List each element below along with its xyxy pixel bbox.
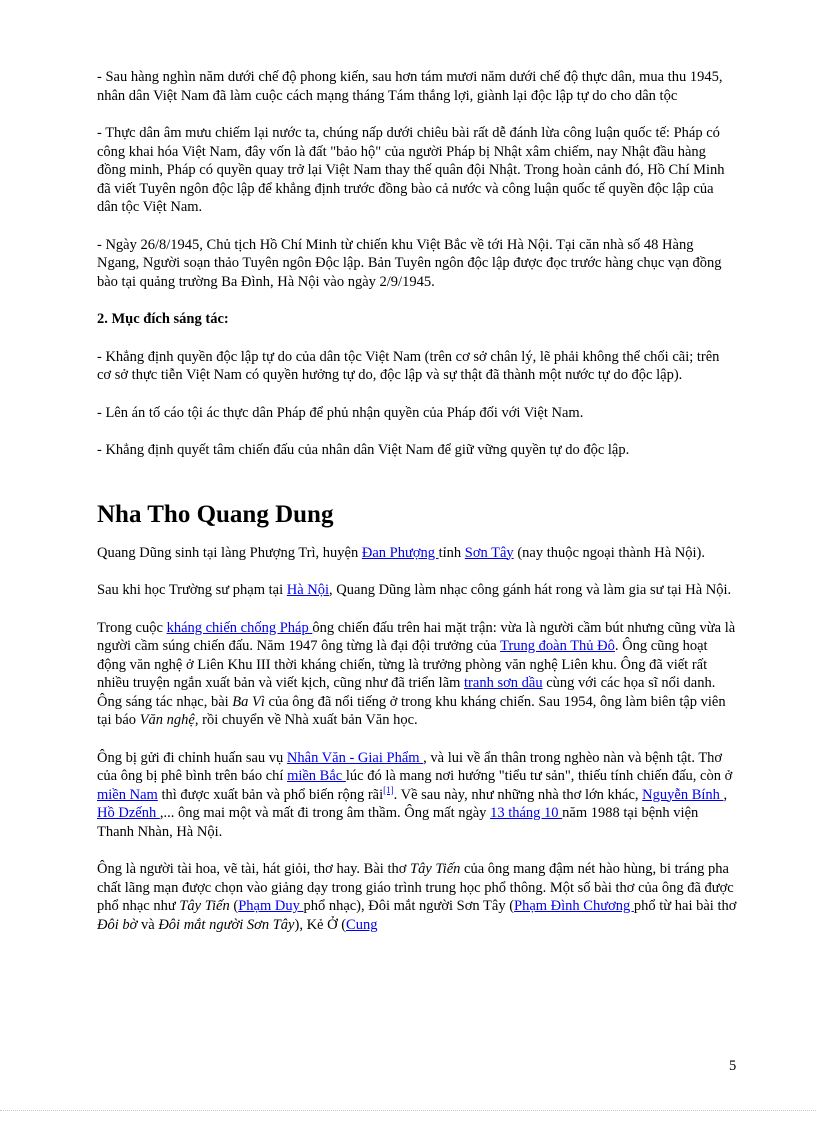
text: Ông là người tài hoa, vẽ tài, hát giỏi, thơ hay. Bài thơ xyxy=(97,861,411,877)
paragraph xyxy=(97,860,737,934)
link-nhan-van-giai-pham[interactable]: Nhân Văn - Giai Phẩm xyxy=(286,749,424,766)
link-ho-dzenh[interactable]: Hồ Dzếnh xyxy=(97,805,160,821)
text: , Quang Dũng làm nhạc công gánh hát rong và làm gia sư tại Hà Nội. xyxy=(329,582,732,598)
page-number: 5 xyxy=(729,1058,737,1074)
link-cung[interactable]: Cung xyxy=(346,916,378,933)
paragraph xyxy=(97,619,737,730)
section-heading: 2. Mục đích sáng tác: xyxy=(97,311,229,327)
paragraph: - Lên án tố cáo tội ác thực dân Pháp để phủ nhận quyền của Pháp đối với Việt Nam. xyxy=(97,404,584,421)
paragraph xyxy=(97,749,737,842)
paragraph: - Thực dân âm mưu chiếm lại nước ta, chúng nấp dưới chiêu bài rất dễ đánh lừa công luận quốc tế: Pháp có công khai hóa Việt Nam, đây vốn là đất "bảo hộ" của người Pháp bị Nhật xâm chiếm, nay Nhật đầu hàng đồng minh, Pháp có quyền quay trở lại Việt Nam thay thế quân đội Nhật. Trong hoàn cảnh đó, Hồ Chí Minh đã viết Tuyên ngôn độc lập để khẳng định trước đồng bào cả nước và công luận quốc tế quyền độc lập của dân tộc Việt Nam. xyxy=(97,125,725,215)
text: ), Kẻ Ở ( xyxy=(294,916,347,933)
paragraph xyxy=(97,544,737,563)
link-khang-chien-chong-phap[interactable]: kháng chiến chống Pháp xyxy=(166,619,313,636)
link-13-thang-10[interactable]: 13 tháng 10 xyxy=(490,805,563,821)
text: ,... ông mai một và mất đi trong âm thầm. Ông mất ngày xyxy=(159,805,491,821)
text: Sau khi học Trường sư phạm tại xyxy=(97,582,287,598)
page-bottom-divider xyxy=(0,1110,816,1111)
text: Ông bị gửi đi chỉnh huấn sau vụ xyxy=(97,749,287,766)
italic-text: Văn nghệ xyxy=(139,712,195,728)
italic-text: Đôi bờ xyxy=(97,916,138,933)
text: của ông đã nổi tiếng ở trong khu kháng chiến. Sau 1954, ông làm biên tập viên tại báo xyxy=(97,693,726,728)
text: . Ông cũng hoạt động văn nghệ ở Liên Khu III thời kháng chiến, từng là trưởng phòng văn nghệ Liên khu. Ông đã viết rất nhiều truyện ngắn xuất bản và viết kịch, cũng như đã triển lãm xyxy=(97,638,708,691)
text: phổ từ hai bài thơ xyxy=(633,898,737,914)
text: , rồi chuyển về Nhà xuất bản Văn học. xyxy=(194,712,418,728)
page-title: Nha Tho Quang Dung xyxy=(97,500,334,528)
paragraph: - Ngày 26/8/1945, Chủ tịch Hồ Chí Minh từ chiến khu Việt Bắc về tới Hà Nội. Tại căn nhà số 48 Hàng Ngang, Người soạn thảo Tuyên ngôn Độc lập. Bản Tuyên ngôn độc lập được đọc trước hàng chục vạn đồng bào tại quảng trường Ba Đình, Hà Nội vào ngày 2/9/1945. xyxy=(97,236,722,290)
italic-text: Tây Tiến xyxy=(179,898,230,914)
link-son-tay[interactable]: Sơn Tây xyxy=(464,544,514,561)
text: lúc đó là mang nơi hướng "tiểu tư sản", thiếu tính chiến đấu, còn ở xyxy=(345,768,733,784)
text: , xyxy=(723,786,728,803)
text: ông chiến đấu trên hai mặt trận: vừa là người cầm bút nhưng cũng vừa là người cầm súng chiến đấu. Năm 1947 ông từng là đại đội trưởng của xyxy=(97,619,736,654)
footnote-link[interactable]: [1] xyxy=(383,784,394,795)
paragraph: - Khẳng định quyền độc lập tự do của dân tộc Việt Nam (trên cơ sở chân lý, lẽ phải không thể chối cãi; trên cơ sở thực tiễn Việt Nam có quyền hưởng tự do, độc lập và sự thật đã thành một nước tự do độc lập). xyxy=(97,348,720,383)
link-mien-nam[interactable]: miền Nam xyxy=(97,786,158,803)
text: ( xyxy=(229,898,239,914)
text: Trong cuộc xyxy=(97,619,167,636)
italic-text: Tây Tiến xyxy=(410,861,461,877)
link-pham-dinh-chuong[interactable]: Phạm Đình Chương xyxy=(514,898,634,914)
text: Quang Dũng sinh tại làng Phượng Trì, huyện xyxy=(97,544,362,561)
text: . Về sau này, như những nhà thơ lớn khác, xyxy=(393,786,643,803)
text: phổ nhạc), Đôi mắt người Sơn Tây ( xyxy=(303,898,515,914)
italic-text: Đôi mắt người Sơn Tây xyxy=(158,916,295,933)
link-tranh-son-dau[interactable]: tranh sơn dầu xyxy=(464,675,543,691)
text: tỉnh xyxy=(438,544,465,561)
text: (nay thuộc ngoại thành Hà Nội). xyxy=(513,544,705,561)
link-dan-phuong[interactable]: Đan Phượng xyxy=(361,544,439,561)
document-page xyxy=(97,68,737,934)
text: và xyxy=(137,916,159,933)
link-trung-doan-thu-do[interactable]: Trung đoàn Thủ Đô xyxy=(500,638,615,654)
text: năm 1988 tại bệnh viện Thanh Nhàn, Hà Nội. xyxy=(97,805,699,840)
link-nguyen-binh[interactable]: Nguyễn Bính xyxy=(642,786,724,803)
text: của ông mang đậm nét hào hùng, bi tráng pha chất lãng mạn được chọn vào giảng dạy trong giáo trình trung học phổ thông. Một số bài thơ của ông đã được phổ nhạc như xyxy=(97,861,734,914)
text: thì được xuất bản và phổ biến rộng rãi xyxy=(157,786,384,803)
text: cùng với các họa sĩ nổi danh. Ông sáng tác nhạc, bài xyxy=(97,675,716,710)
paragraph: - Khẳng định quyết tâm chiến đấu của nhân dân Việt Nam để giữ vững quyền tự do độc lập. xyxy=(97,442,630,458)
text: , và lui về ẩn thân trong nghèo nàn và bệnh tật. Thơ của ông bị phê bình trên báo chí xyxy=(97,749,723,784)
paragraph: - Sau hàng nghìn năm dưới chế độ phong kiến, sau hơn tám mươi năm dưới chế độ thực dân, mua thu 1945, nhân dân Việt Nam đã làm cuộc cách mạng tháng Tám thắng lợi, giành lại độc lập tự do cho dân tộc xyxy=(97,69,723,104)
link-pham-duy[interactable]: Phạm Duy xyxy=(238,898,304,914)
link-mien-bac[interactable]: miền Bắc xyxy=(287,768,346,784)
italic-text: Ba Vì xyxy=(232,693,265,710)
paragraph xyxy=(97,581,737,600)
link-ha-noi[interactable]: Hà Nội xyxy=(286,582,330,598)
